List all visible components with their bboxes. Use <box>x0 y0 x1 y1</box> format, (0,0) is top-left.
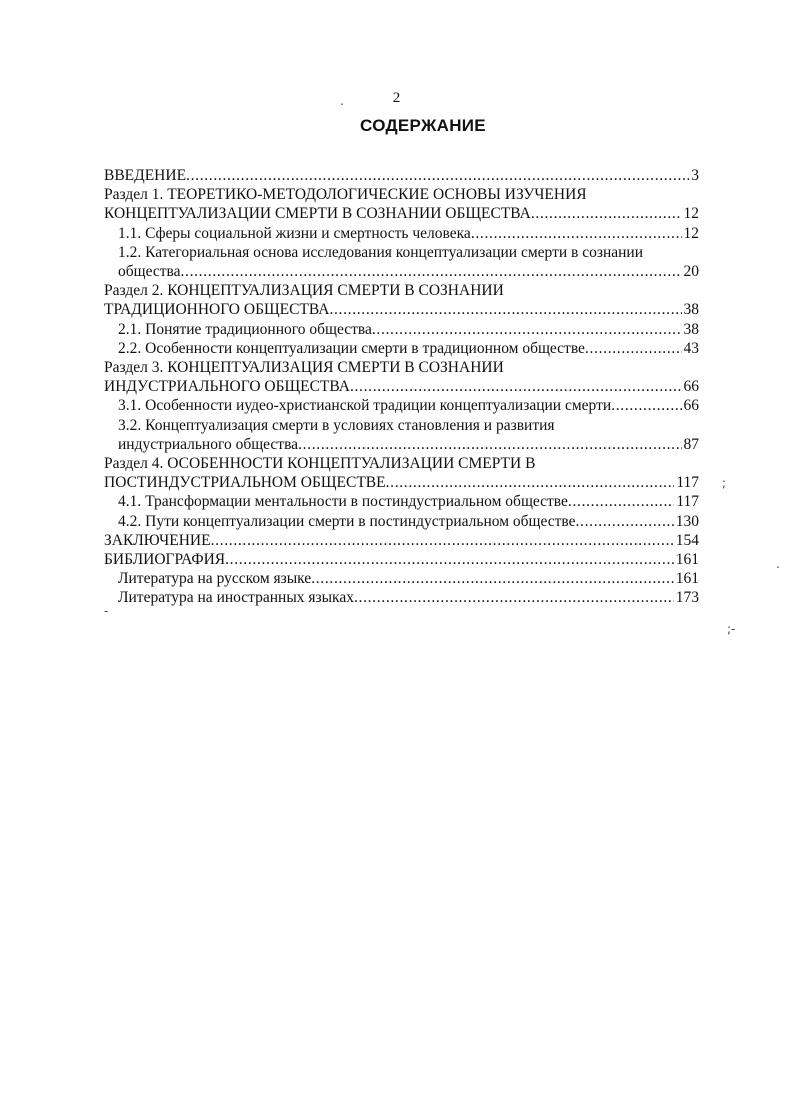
toc-entry-title: БИБЛИОГРАФИЯ <box>104 551 226 569</box>
toc-heading: СОДЕРЖАНИЕ <box>360 116 486 135</box>
toc-page-number: 20 <box>683 263 699 281</box>
toc-subsection-entry[interactable] <box>104 262 699 281</box>
toc-entry-title-line: Раздел 2. КОНЦЕПТУАЛИЗАЦИЯ СМЕРТИ В СОЗНАНИИ <box>104 282 504 300</box>
dot-leader <box>211 531 674 550</box>
toc-section-entry[interactable] <box>104 550 699 569</box>
scan-speck: ; <box>722 476 727 490</box>
toc-entry-title: ИНДУСТРИАЛЬНОГО ОБЩЕСТВА <box>104 378 350 396</box>
dot-leader <box>298 435 681 454</box>
dot-leader <box>180 262 681 281</box>
dot-leader <box>372 320 682 339</box>
toc-subsection-entry[interactable] <box>104 320 699 339</box>
toc-page-number: 38 <box>683 320 699 338</box>
toc-section-entry[interactable] <box>104 377 699 396</box>
dot-leader <box>611 396 681 415</box>
toc-page-number: 161 <box>675 551 699 569</box>
dot-leader <box>354 588 674 607</box>
toc-entry-title: 2.2. Особенности концептуализации смерти в традиционном обществе <box>118 339 585 357</box>
toc-page-number: 173 <box>675 589 699 607</box>
table-of-contents <box>104 166 699 608</box>
toc-page-number: 66 <box>683 378 699 396</box>
toc-page-number: 43 <box>683 339 699 357</box>
toc-subsection-entry[interactable] <box>104 588 699 607</box>
dot-leader <box>576 512 674 531</box>
toc-entry-title: ВВЕДЕНИЕ <box>104 167 187 184</box>
toc-page-number: 161 <box>675 570 699 588</box>
toc-entry-title-line: Раздел 1. ТЕОРЕТИКО-МЕТОДОЛОГИЧЕСКИЕ ОСНОВЫ ИЗУЧЕНИЯ <box>104 186 587 204</box>
toc-page-number: 87 <box>683 435 699 453</box>
toc-entry-title: Литература на иностранных языках <box>118 589 354 607</box>
toc-entry-title-line: 1.2. Категориальная основа исследования концептуализации смерти в сознании <box>118 243 644 261</box>
scan-speck: . <box>776 557 780 571</box>
toc-page-number: 12 <box>683 224 699 242</box>
dot-leader <box>531 204 682 223</box>
toc-entry-title: ПОСТИНДУСТРИАЛЬНОМ ОБЩЕСТВЕ <box>104 474 386 492</box>
toc-subsection-entry[interactable] <box>104 396 699 415</box>
toc-page-number: 130 <box>675 512 699 530</box>
toc-page-number: 12 <box>683 205 699 223</box>
scan-speck: . <box>340 94 344 108</box>
toc-page-number: 66 <box>683 397 699 415</box>
toc-entry-title: 4.1. Трансформации ментальности в постиндустриальном обществе <box>118 493 568 511</box>
dot-leader <box>585 339 682 358</box>
toc-entry-title: КОНЦЕПТУАЛИЗАЦИИ СМЕРТИ В СОЗНАНИИ ОБЩЕСТВА <box>104 205 531 223</box>
toc-section-entry[interactable] <box>104 531 699 550</box>
toc-subsection-entry[interactable] <box>104 492 699 511</box>
toc-subsection-entry[interactable] <box>104 435 699 454</box>
toc-entry-title-line: Раздел 3. КОНЦЕПТУАЛИЗАЦИЯ СМЕРТИ В СОЗНАНИИ <box>104 359 504 377</box>
toc-subsection-entry[interactable] <box>104 569 699 588</box>
toc-page-number: 3 <box>691 167 699 184</box>
toc-entry-title: 1.1. Сферы социальной жизни и смертность человека <box>118 224 471 242</box>
dot-leader <box>225 550 674 569</box>
toc-subsection-entry[interactable] <box>104 339 699 358</box>
dot-leader <box>386 473 675 492</box>
toc-entry-title: общества <box>118 263 181 281</box>
toc-page-number: 117 <box>676 493 699 511</box>
toc-subsection-entry[interactable] <box>104 224 699 243</box>
toc-entry-title: Литература на русском языке <box>118 570 312 588</box>
scan-speck: - <box>104 604 109 618</box>
toc-page-number: 117 <box>676 474 699 492</box>
dot-leader <box>471 224 682 243</box>
dot-leader <box>350 377 682 396</box>
toc-entry-title-line: Раздел 4. ОСОБЕННОСТИ КОНЦЕПТУАЛИЗАЦИИ СМЕРТИ В <box>104 455 536 473</box>
toc-entry-title: 4.2. Пути концептуализации смерти в постиндустриальном обществе <box>118 512 576 530</box>
toc-entry-title: индустриального общества <box>118 435 299 453</box>
toc-section-entry[interactable] <box>104 204 699 223</box>
toc-entry-title: 2.1. Понятие традиционного общества <box>118 320 372 338</box>
dot-leader <box>311 569 674 588</box>
page-number: 2 <box>392 90 401 106</box>
toc-section-entry[interactable] <box>104 300 699 319</box>
toc-entry-title: ТРАДИЦИОННОГО ОБЩЕСТВА <box>104 301 330 319</box>
toc-section-entry[interactable] <box>104 166 699 185</box>
dot-leader <box>329 300 681 319</box>
toc-page-number: 154 <box>675 531 699 549</box>
toc-entry-title: 3.1. Особенности иудео-христианской традиции концептуализации смерти <box>118 397 612 415</box>
toc-section-entry[interactable] <box>104 473 699 492</box>
dot-leader <box>568 492 674 511</box>
toc-entry-title-line: 3.2. Концептуализация смерти в условиях становления и развития <box>118 416 555 434</box>
toc-entry-title: ЗАКЛЮЧЕНИЕ <box>104 531 211 549</box>
toc-subsection-entry[interactable] <box>104 512 699 531</box>
dot-leader <box>186 166 689 185</box>
toc-page-number: 38 <box>683 301 699 319</box>
scan-speck: ;- <box>727 622 736 636</box>
